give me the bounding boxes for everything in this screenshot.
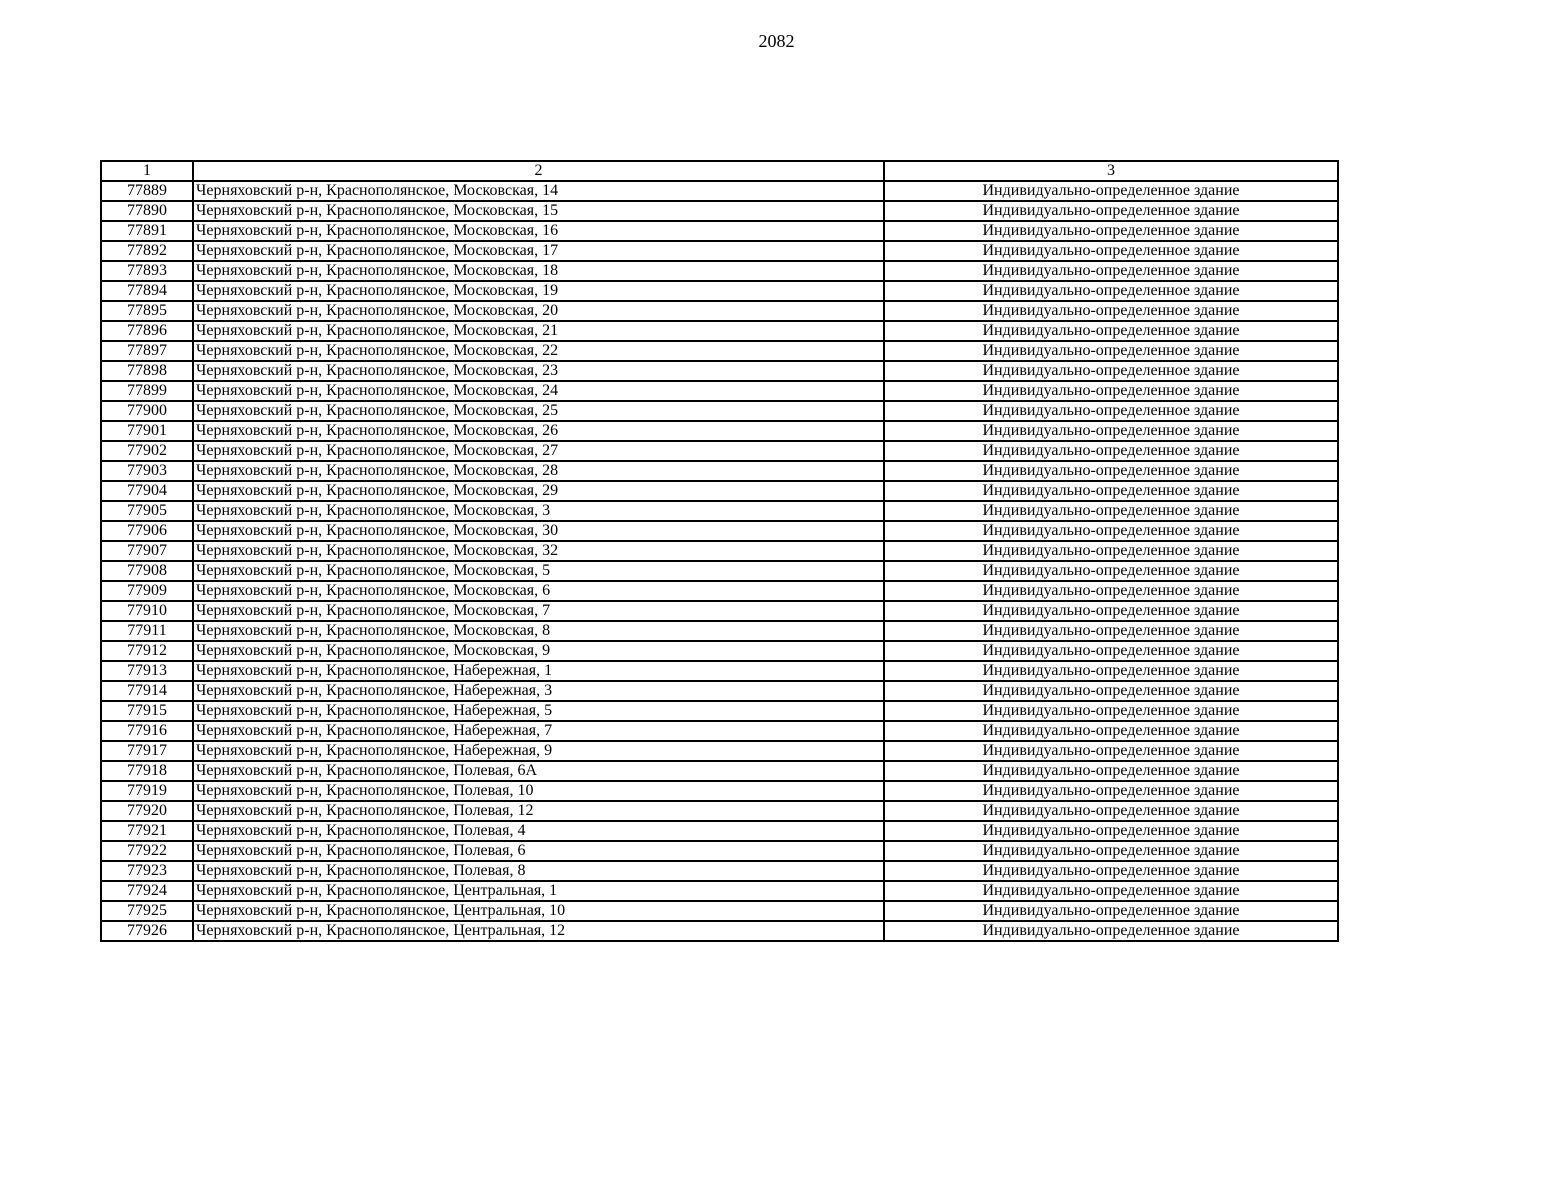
row-number-cell: 77911 [101,621,193,641]
address-cell: Черняховский р-н, Краснополянское, Набережная, 3 [193,681,884,701]
object-type-cell: Индивидуально-определенное здание [884,201,1338,221]
object-type-cell: Индивидуально-определенное здание [884,661,1338,681]
table-row [101,461,1338,481]
address-cell: Черняховский р-н, Краснополянское, Набережная, 1 [193,661,884,681]
object-type-cell: Индивидуально-определенное здание [884,681,1338,701]
row-number-cell: 77926 [101,921,193,941]
table-row [101,501,1338,521]
row-number-cell: 77909 [101,581,193,601]
object-type-cell: Индивидуально-определенное здание [884,401,1338,421]
row-number-cell: 77923 [101,861,193,881]
object-type-cell: Индивидуально-определенное здание [884,541,1338,561]
table-row [101,221,1338,241]
row-number-cell: 77921 [101,821,193,841]
address-cell: Черняховский р-н, Краснополянское, Полевая, 6 [193,841,884,861]
object-type-cell: Индивидуально-определенное здание [884,921,1338,941]
table-row [101,241,1338,261]
table-row [101,201,1338,221]
address-cell: Черняховский р-н, Краснополянское, Московская, 24 [193,381,884,401]
table-row [101,741,1338,761]
address-cell: Черняховский р-н, Краснополянское, Московская, 21 [193,321,884,341]
row-number-cell: 77908 [101,561,193,581]
object-type-cell: Индивидуально-определенное здание [884,761,1338,781]
address-cell: Черняховский р-н, Краснополянское, Московская, 29 [193,481,884,501]
object-type-cell: Индивидуально-определенное здание [884,821,1338,841]
object-type-cell: Индивидуально-определенное здание [884,901,1338,921]
table-row [101,381,1338,401]
address-cell: Черняховский р-н, Краснополянское, Московская, 18 [193,261,884,281]
table-row [101,321,1338,341]
object-type-cell: Индивидуально-определенное здание [884,181,1338,201]
row-number-cell: 77913 [101,661,193,681]
address-cell: Черняховский р-н, Краснополянское, Набережная, 9 [193,741,884,761]
object-type-cell: Индивидуально-определенное здание [884,441,1338,461]
object-type-cell: Индивидуально-определенное здание [884,841,1338,861]
object-type-cell: Индивидуально-определенное здание [884,481,1338,501]
registry-table-body [101,161,1338,941]
object-type-cell: Индивидуально-определенное здание [884,801,1338,821]
row-number-cell: 77890 [101,201,193,221]
table-row [101,561,1338,581]
address-cell: Черняховский р-н, Краснополянское, Московская, 22 [193,341,884,361]
row-number-cell: 77899 [101,381,193,401]
table-row [101,681,1338,701]
object-type-cell: Индивидуально-определенное здание [884,721,1338,741]
row-number-cell: 77912 [101,641,193,661]
row-number-cell: 77891 [101,221,193,241]
address-cell: Черняховский р-н, Краснополянское, Полевая, 12 [193,801,884,821]
row-number-cell: 77889 [101,181,193,201]
object-type-cell: Индивидуально-определенное здание [884,861,1338,881]
address-cell: Черняховский р-н, Краснополянское, Центральная, 12 [193,921,884,941]
table-row [101,421,1338,441]
row-number-cell: 77892 [101,241,193,261]
row-number-cell: 77918 [101,761,193,781]
table-row [101,641,1338,661]
table-row [101,481,1338,501]
row-number-cell: 77903 [101,461,193,481]
address-cell: Черняховский р-н, Краснополянское, Московская, 5 [193,561,884,581]
row-number-cell: 77896 [101,321,193,341]
table-row [101,541,1338,561]
row-number-cell: 77905 [101,501,193,521]
row-number-cell: 77904 [101,481,193,501]
address-cell: Черняховский р-н, Краснополянское, Московская, 3 [193,501,884,521]
address-cell: Черняховский р-н, Краснополянское, Полевая, 6А [193,761,884,781]
object-type-cell: Индивидуально-определенное здание [884,781,1338,801]
row-number-cell: 77901 [101,421,193,441]
table-row [101,661,1338,681]
table-row [101,441,1338,461]
table-row [101,761,1338,781]
address-cell: Черняховский р-н, Краснополянское, Набережная, 7 [193,721,884,741]
object-type-cell: Индивидуально-определенное здание [884,361,1338,381]
page-number: 2082 [758,31,795,51]
table-row [101,721,1338,741]
table-row [101,401,1338,421]
address-cell: Черняховский р-н, Краснополянское, Московская, 9 [193,641,884,661]
row-number-cell: 77924 [101,881,193,901]
object-type-cell: Индивидуально-определенное здание [884,701,1338,721]
row-number-cell: 77894 [101,281,193,301]
address-cell: Черняховский р-н, Краснополянское, Московская, 6 [193,581,884,601]
table-row [101,601,1338,621]
object-type-cell: Индивидуально-определенное здание [884,501,1338,521]
address-cell: Черняховский р-н, Краснополянское, Московская, 30 [193,521,884,541]
table-header-row [101,161,1338,181]
object-type-cell: Индивидуально-определенное здание [884,341,1338,361]
column-header-3: 3 [884,161,1338,181]
table-row [101,581,1338,601]
table-row [101,821,1338,841]
address-cell: Черняховский р-н, Краснополянское, Центральная, 1 [193,881,884,901]
table-row [101,781,1338,801]
row-number-cell: 77910 [101,601,193,621]
object-type-cell: Индивидуально-определенное здание [884,381,1338,401]
table-row [101,261,1338,281]
table-row [101,301,1338,321]
row-number-cell: 77907 [101,541,193,561]
address-cell: Черняховский р-н, Краснополянское, Полевая, 8 [193,861,884,881]
address-cell: Черняховский р-н, Краснополянское, Московская, 16 [193,221,884,241]
address-cell: Черняховский р-н, Краснополянское, Центральная, 10 [193,901,884,921]
address-cell: Черняховский р-н, Краснополянское, Московская, 7 [193,601,884,621]
row-number-cell: 77914 [101,681,193,701]
object-type-cell: Индивидуально-определенное здание [884,521,1338,541]
table-row [101,901,1338,921]
row-number-cell: 77900 [101,401,193,421]
address-cell: Черняховский р-н, Краснополянское, Московская, 27 [193,441,884,461]
address-cell: Черняховский р-н, Краснополянское, Московская, 15 [193,201,884,221]
object-type-cell: Индивидуально-определенное здание [884,741,1338,761]
object-type-cell: Индивидуально-определенное здание [884,881,1338,901]
table-row [101,181,1338,201]
object-type-cell: Индивидуально-определенное здание [884,301,1338,321]
address-cell: Черняховский р-н, Краснополянское, Московская, 14 [193,181,884,201]
table-row [101,861,1338,881]
object-type-cell: Индивидуально-определенное здание [884,601,1338,621]
address-cell: Черняховский р-н, Краснополянское, Полевая, 10 [193,781,884,801]
address-cell: Черняховский р-н, Краснополянское, Московская, 28 [193,461,884,481]
table-row [101,701,1338,721]
object-type-cell: Индивидуально-определенное здание [884,321,1338,341]
address-cell: Черняховский р-н, Краснополянское, Московская, 8 [193,621,884,641]
row-number-cell: 77898 [101,361,193,381]
row-number-cell: 77897 [101,341,193,361]
row-number-cell: 77919 [101,781,193,801]
table-row [101,841,1338,861]
table-row [101,361,1338,381]
row-number-cell: 77917 [101,741,193,761]
row-number-cell: 77915 [101,701,193,721]
address-cell: Черняховский р-н, Краснополянское, Набережная, 5 [193,701,884,721]
object-type-cell: Индивидуально-определенное здание [884,581,1338,601]
table-row [101,621,1338,641]
column-header-2: 2 [193,161,884,181]
address-cell: Черняховский р-н, Краснополянское, Московская, 32 [193,541,884,561]
table-row [101,881,1338,901]
table-row [101,801,1338,821]
address-cell: Черняховский р-н, Краснополянское, Полевая, 4 [193,821,884,841]
object-type-cell: Индивидуально-определенное здание [884,461,1338,481]
table-row [101,341,1338,361]
object-type-cell: Индивидуально-определенное здание [884,241,1338,261]
registry-table [100,160,1339,942]
address-cell: Черняховский р-н, Краснополянское, Московская, 25 [193,401,884,421]
object-type-cell: Индивидуально-определенное здание [884,261,1338,281]
object-type-cell: Индивидуально-определенное здание [884,421,1338,441]
object-type-cell: Индивидуально-определенное здание [884,641,1338,661]
row-number-cell: 77920 [101,801,193,821]
address-cell: Черняховский р-н, Краснополянское, Московская, 23 [193,361,884,381]
row-number-cell: 77893 [101,261,193,281]
object-type-cell: Индивидуально-определенное здание [884,621,1338,641]
row-number-cell: 77895 [101,301,193,321]
row-number-cell: 77925 [101,901,193,921]
object-type-cell: Индивидуально-определенное здание [884,561,1338,581]
address-cell: Черняховский р-н, Краснополянское, Московская, 19 [193,281,884,301]
object-type-cell: Индивидуально-определенное здание [884,281,1338,301]
table-row [101,281,1338,301]
table-row [101,521,1338,541]
table-row [101,921,1338,941]
object-type-cell: Индивидуально-определенное здание [884,221,1338,241]
row-number-cell: 77902 [101,441,193,461]
address-cell: Черняховский р-н, Краснополянское, Московская, 20 [193,301,884,321]
row-number-cell: 77906 [101,521,193,541]
row-number-cell: 77916 [101,721,193,741]
address-cell: Черняховский р-н, Краснополянское, Московская, 26 [193,421,884,441]
row-number-cell: 77922 [101,841,193,861]
address-cell: Черняховский р-н, Краснополянское, Московская, 17 [193,241,884,261]
column-header-1: 1 [101,161,193,181]
